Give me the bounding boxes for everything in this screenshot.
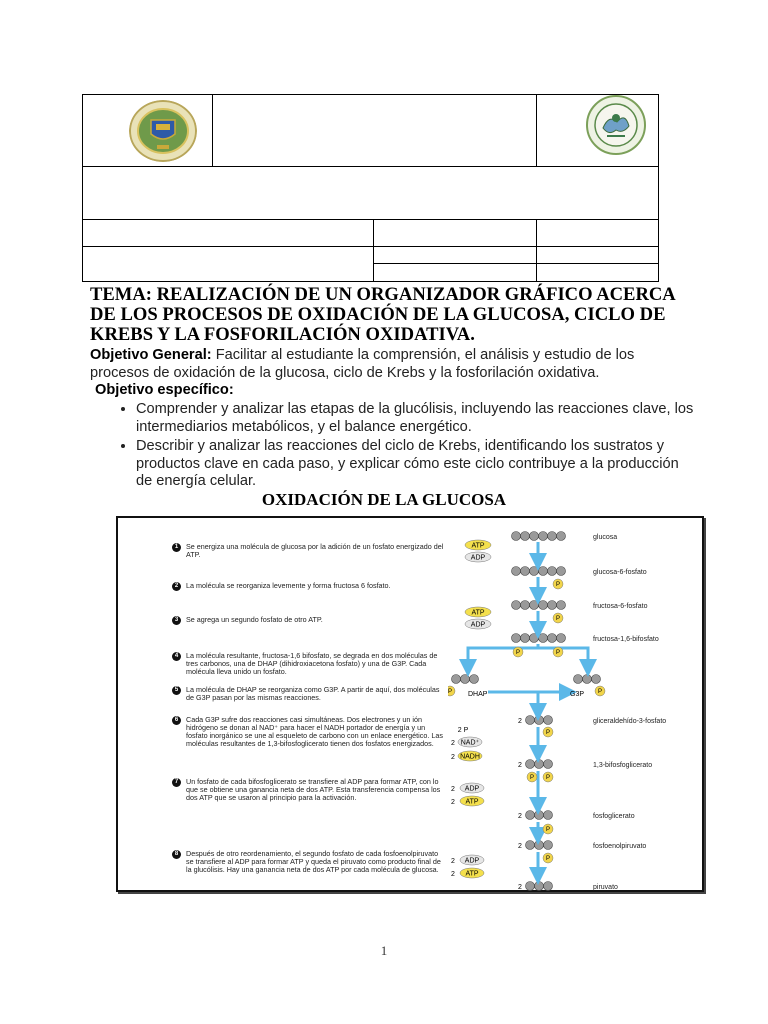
- university-seal-left: [129, 100, 197, 162]
- figure-step-7: [174, 777, 446, 802]
- glycolysis-figure: [116, 516, 704, 892]
- section-title: OXIDACIÓN DE LA GLUCOSA: [261, 490, 507, 509]
- two-label: 2: [451, 754, 455, 761]
- glucose-molecule: [452, 532, 601, 891]
- glycolysis-pathway: [448, 524, 704, 892]
- header-title-cell: [212, 94, 537, 167]
- dhap-label: DHAP: [468, 691, 488, 698]
- page-number: 1: [380, 943, 388, 958]
- step-text: Se agrega un segundo fosfato de otro ATP.: [186, 615, 323, 624]
- step-number: 8: [172, 850, 181, 859]
- topic-heading: TEMA: REALIZACIÓN DE UN ORGANIZADOR GRÁFICO ACERCA DE LOS PROCESOS DE OXIDACIÓN DE LA GLUCOSA, CICLO DE KREBS Y LA FOSFORILACIÓN OXIDATIVA.: [90, 284, 675, 345]
- svg-text:P: P: [555, 582, 561, 588]
- figure-step-3: [174, 615, 446, 624]
- label-f6p: fructosa-6-fosfato: [593, 603, 648, 610]
- two-label: 2: [518, 884, 522, 891]
- step-number: 6: [172, 716, 181, 725]
- university-seal-right: [585, 94, 647, 156]
- pathway-arrows: [468, 542, 588, 876]
- label-g3p: gliceraldehído-3-fosfato: [593, 718, 667, 725]
- step-number: 1: [172, 543, 181, 552]
- two-label: 2: [451, 858, 455, 865]
- label-piruvato: piruvato: [593, 884, 618, 891]
- general-objective: [90, 347, 690, 382]
- svg-text:P: P: [555, 650, 561, 656]
- header-row-2: [82, 166, 659, 220]
- step-number: 3: [172, 616, 181, 625]
- nadh-label: NADH: [460, 753, 480, 761]
- cofactors: [451, 540, 522, 891]
- step-text: La molécula se reorganiza levemente y forma fructosa 6 fosfato.: [186, 581, 391, 590]
- svg-text:P: P: [515, 650, 521, 656]
- step-number: 5: [172, 686, 181, 695]
- header-row-3-c: [536, 219, 659, 247]
- label-g6p: glucosa-6-fosfato: [593, 569, 647, 576]
- header-table: [82, 94, 659, 282]
- atp-label: ATP: [471, 609, 485, 617]
- svg-text:P: P: [545, 827, 551, 833]
- step-text: Después de otro reordenamiento, el segundo fosfato de cada fosfoenolpiruvato se transfiere al ADP para formar ATP y queda el piruvato como producto final de la glucólisis. Hay una ganancia neta de dos ATP por cada molécula de glucosa.: [186, 849, 441, 874]
- compound-labels: [593, 534, 666, 891]
- figure-step-8: [174, 849, 446, 874]
- header-row-4-c: [536, 246, 659, 264]
- label-pg: fosfoglicerato: [593, 813, 635, 820]
- label-pep: fosfoenolpiruvato: [593, 843, 647, 850]
- label-glucosa: glucosa: [593, 534, 618, 541]
- figure-step-6: [174, 715, 446, 748]
- step-text: Cada G3P sufre dos reacciones casi simultáneas. Dos electrones y un ión hidrógeno se donan al NAD⁺ para hacer el NADH portador de energía y un fosfato inorgánico se une al esqueleto de carbono con un enlace energético. Las moléculas resultantes de 1,3-bifosfoglicerato tienen dos fosfatos energizados.: [186, 715, 443, 748]
- header-row-3-b: [373, 219, 537, 247]
- header-row-3-a: [82, 219, 374, 247]
- two-label: 2: [451, 871, 455, 878]
- step-text: Un fosfato de cada bifosfoglicerato se transfiere al ADP para formar ATP, con lo que se obtiene una ganancia neta de dos ATP. Esta transferencia compensa los dos ATP que se usaron al principio para la activación.: [186, 777, 441, 802]
- header-row-5-b: [373, 263, 537, 282]
- figure-step-5: [174, 685, 446, 702]
- adp-label: ADP: [464, 785, 480, 793]
- step-text: Se energiza una molécula de glucosa por la adición de un fosfato energizado del ATP.: [186, 542, 444, 559]
- two-label: 2: [451, 740, 455, 747]
- header-row-5-c: [536, 263, 659, 282]
- step-number: 2: [172, 582, 181, 591]
- specific-objective-label: Objetivo específico:: [95, 382, 234, 398]
- two-label: 2: [518, 762, 522, 769]
- general-objective-label: Objetivo General:: [90, 347, 212, 363]
- step-text: La molécula de DHAP se reorganiza como G3P. A partir de aquí, dos moléculas de G3P pasan por las mismas reacciones.: [186, 685, 440, 702]
- specific-objectives-list: [112, 401, 696, 493]
- list-item: • Describir y analizar las reacciones del ciclo de Krebs, identificando los sustratos y productos clave en cada paso, y explicar cómo este ciclo contribuye a la producción de energía celular.: [136, 438, 696, 491]
- figure-step-2: [174, 581, 446, 590]
- svg-text:P: P: [555, 616, 561, 622]
- atp-label: ATP: [465, 798, 479, 806]
- svg-text:P: P: [529, 775, 535, 781]
- two-label: 2: [518, 718, 522, 725]
- general-objective-text: Facilitar al estudiante la comprensión, el análisis y estudio de los procesos de oxidación de la glucosa, ciclo de Krebs y la fosforilación oxidativa.: [90, 347, 635, 381]
- step-number: 7: [172, 778, 181, 787]
- step-text: La molécula resultante, fructosa-1,6 bifosfato, se degrada en dos moléculas de tres carbonos, una de DHAP (dihidroxiacetona fosfato) y una de G3P. Cada molécula lleva unido un fosfato.: [186, 651, 438, 676]
- atp-label: ATP: [471, 542, 485, 550]
- list-item: • Comprender y analizar las etapas de la glucólisis, incluyendo las reacciones clave, los intermediarios metabólicos, y el balance energético.: [136, 401, 696, 436]
- header-row-4-b: [373, 246, 537, 264]
- header-row-4-a: [82, 246, 374, 282]
- two-label: 2: [518, 843, 522, 850]
- nad-label: NAD⁺: [460, 739, 480, 747]
- label-f16bp: fructosa-1,6-bifosfato: [593, 636, 659, 643]
- svg-text:P: P: [545, 775, 551, 781]
- svg-text:P: P: [597, 689, 603, 695]
- figure-step-4: [174, 651, 446, 676]
- adp-label: ADP: [470, 621, 486, 629]
- atp-label: ATP: [465, 870, 479, 878]
- step-number: 4: [172, 652, 181, 661]
- two-label: 2: [518, 813, 522, 820]
- figure-step-1: [174, 542, 446, 559]
- svg-text:P: P: [545, 856, 551, 862]
- two-p-label: 2 P: [457, 727, 469, 734]
- g3p-label: G3P: [570, 691, 585, 698]
- adp-label: ADP: [464, 857, 480, 865]
- adp-label: ADP: [470, 554, 486, 562]
- svg-text:P: P: [545, 730, 551, 736]
- label-bpg: 1,3-bifosfoglicerato: [593, 762, 653, 769]
- svg-text:P: P: [448, 689, 453, 695]
- two-label: 2: [451, 799, 455, 806]
- two-label: 2: [451, 786, 455, 793]
